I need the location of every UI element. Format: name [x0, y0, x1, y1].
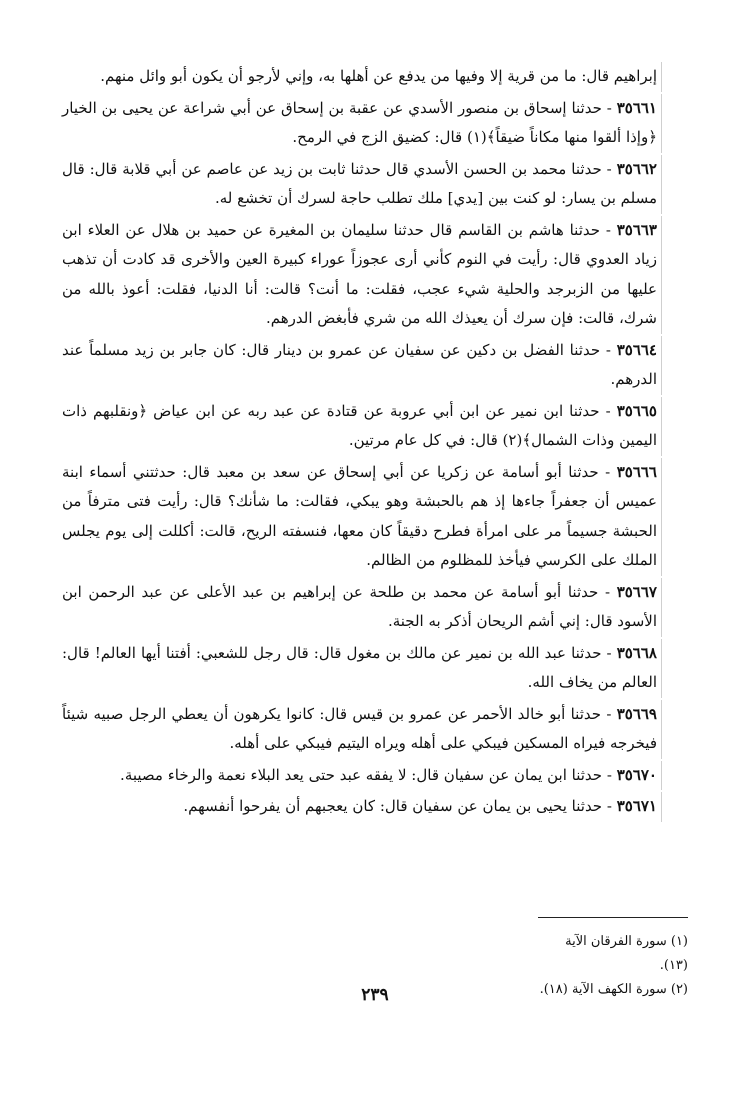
hadith-number: ٣٥٦٧٠ — [616, 765, 657, 784]
hadith-entry — [62, 458, 662, 576]
footnote-divider — [538, 917, 688, 918]
hadith-entry — [62, 639, 662, 698]
page-number: ٢٣٩ — [361, 985, 389, 1005]
hadith-number: ٣٥٦٦٥ — [616, 401, 657, 420]
hadith-text: - حدثنا يحيى بن يمان عن سفيان قال: كان يعجبهم أن يفرحوا أنفسهم. — [183, 797, 612, 815]
hadith-text: - حدثنا ابن يمان عن سفيان قال: لا يفقه عبد حتى يعد البلاء نعمة والرخاء مصيبة. — [120, 765, 612, 784]
hadith-entry — [62, 216, 662, 334]
hadith-number: ٣٥٦٧١ — [616, 797, 657, 815]
hadith-number: ٣٥٦٦٩ — [616, 704, 657, 723]
hadith-entry — [62, 761, 662, 791]
hadith-number: ٣٥٦٦٨ — [616, 643, 657, 662]
hadith-entry — [62, 397, 662, 456]
hadith-number: ٣٥٦٦٢ — [616, 159, 657, 178]
hadith-text: - حدثنا أبو خالد الأحمر عن عمرو بن قيس قال: كانوا يكرهون أن يعطي الرجل صبيه شيئاً فيخرجه فيراه المسكين فيبكي على أهله ويراه اليتيم فيبكي على أهله. — [62, 704, 657, 752]
hadith-entry — [62, 155, 662, 214]
footnote: (١) سورة الفرقان الآية (١٣). — [565, 934, 688, 973]
hadith-text: - حدثنا الفضل بن دكين عن سفيان عن عمرو بن دينار قال: كان جابر بن زيد مسلماً عند الدرهم. — [62, 340, 657, 388]
text-entry — [62, 62, 662, 92]
hadith-number: ٣٥٦٦٤ — [616, 340, 657, 359]
entry-text: إبراهيم قال: ما من قرية إلا وفيها من يدفع عن أهلها به، وإني لأرجو أن يكون أبو وائل منهم. — [100, 67, 657, 85]
hadith-entry — [62, 336, 662, 395]
hadith-text: - حدثنا عبد الله بن نمير عن مالك بن مغول قال: قال رجل للشعبي: أفتنا أيها العالم! قال: العالم من يخاف الله. — [62, 643, 657, 691]
hadith-text: - حدثنا إسحاق بن منصور الأسدي عن عقبة بن إسحاق عن أبي شراعة عن يحيى بن الخيار ﴿وإذا ألقوا منها مكاناً ضيقاً﴾(١) قال: كضيق الزج في الرمح. — [62, 98, 657, 146]
hadith-number: ٣٥٦٦٧ — [616, 582, 657, 601]
hadith-entry — [62, 578, 662, 637]
hadith-text: - حدثنا محمد بن الحسن الأسدي قال حدثنا ثابت بن زيد عن عاصم عن أبي قلابة قال: قال مسلم بن يسار: لو كنت بين [يدي] ملك تطلب حاجة لسرك أن تخشع له. — [62, 159, 657, 207]
hadith-number: ٣٥٦٦٣ — [616, 220, 657, 239]
hadith-number: ٣٥٦٦١ — [616, 98, 657, 117]
hadith-text: - حدثنا هاشم بن القاسم قال حدثنا سليمان بن المغيرة عن حميد بن هلال عن العلاء ابن زياد العدوي قال: رأيت في النوم كأني أرى عجوزاً عوراء كبيرة العين والأخرى قد كادت أن تذهب عليها من الزبرجد والحلية شيء عجب، فقلت: ما أنت؟ قالت: أنا الدنيا، فقلت: أعوذ بالله من شرك، قالت: فإن سرك أن يعيذك الله من شري فأبغض الدرهم. — [62, 220, 657, 327]
hadith-entry — [62, 792, 662, 822]
footnote: (٢) سورة الكهف الآية (١٨). — [539, 982, 688, 997]
hadith-number: ٣٥٦٦٦ — [616, 462, 657, 481]
page-body — [62, 62, 662, 822]
hadith-entry — [62, 94, 662, 153]
hadith-text: - حدثنا أبو أسامة عن زكريا عن أبي إسحاق عن سعد بن معبد قال: حدثتني أسماء ابنة عميس أن جعفراً جاءها إذ هم بالحبشة وهو يبكي، فقالت: ما شأنك؟ قال: رأيت فتى مترفاً من الحبشة جسيماً مر على امرأة فطرح دقيقاً كان معها، فنسفته الريح، قالت: أكللت إلى يوم يجلس الملك على الكرسي فيأخذ للمظلوم من الظالم. — [62, 462, 657, 569]
hadith-text: - حدثنا أبو أسامة عن محمد بن طلحة عن إبراهيم بن عبد الأعلى عن عبد الرحمن ابن الأسود قال: إني أشم الريحان أذكر به الجنة. — [62, 582, 657, 630]
hadith-text: - حدثنا ابن نمير عن ابن أبي عروبة عن قتادة عن عبد ربه عن ابن عياض ﴿ونقلبهم ذات اليمين وذات الشمال﴾(٢) قال: في كل عام مرتين. — [62, 401, 657, 449]
hadith-entry — [62, 700, 662, 759]
